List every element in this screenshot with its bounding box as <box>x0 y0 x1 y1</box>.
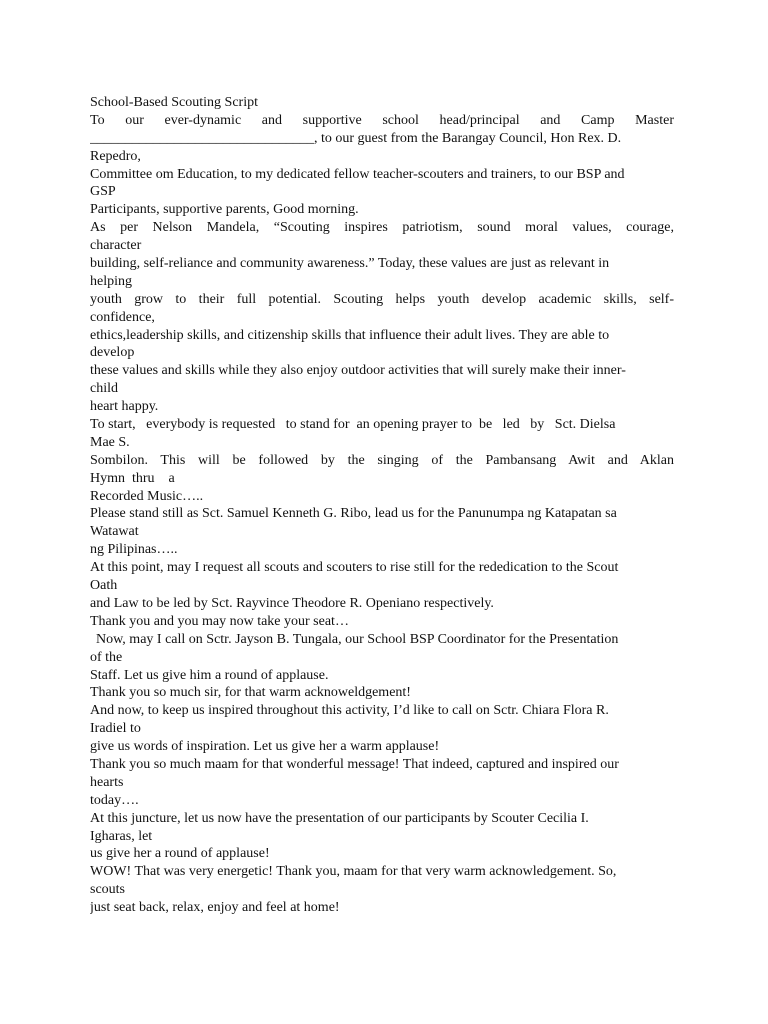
text-line: confidence, <box>90 309 155 325</box>
text-line: To start, everybody is requested to stand for an opening prayer to be led by Sct. Dielsa <box>90 417 616 433</box>
text-line: Sombilon. This will be followed by the singing of the Pambansang Awit and Aklan <box>90 452 674 468</box>
text-line: Participants, supportive parents, Good morning. <box>90 202 359 218</box>
text-line: helping <box>90 273 132 289</box>
text-line: Watawat <box>90 524 139 540</box>
text-line: building, self-reliance and community awareness.” Today, these values are just as relevant in <box>90 256 610 272</box>
document-body <box>90 112 674 917</box>
text-line: At this point, may I request all scouts and scouters to rise still for the rededication to the Scout <box>90 560 619 576</box>
text-line: of the <box>90 649 123 665</box>
text-line: these values and skills while they also enjoy outdoor activities that will surely make their inner- <box>90 363 626 379</box>
text-line: us give her a round of applause! <box>90 846 270 862</box>
text-line: Mae S. <box>90 434 130 450</box>
text-line: Repedro, <box>90 148 141 164</box>
text-line: character <box>90 238 142 254</box>
text-line: WOW! That was very energetic! Thank you, maam for that very warm acknowledgement. So, <box>90 864 617 880</box>
document-page <box>90 94 674 917</box>
text-line: Igharas, let <box>90 828 153 844</box>
text-line: scouts <box>90 882 125 898</box>
text-line: Now, may I call on Sctr. Jayson B. Tungala, our School BSP Coordinator for the Presentation <box>96 631 619 647</box>
text-line: Committee om Education, to my dedicated fellow teacher-scouters and trainers, to our BSP and <box>90 166 625 182</box>
text-line: give us words of inspiration. Let us give her a warm applause! <box>90 739 440 755</box>
text-line: just seat back, relax, enjoy and feel at home! <box>90 900 340 916</box>
text-line: Oath <box>90 578 118 594</box>
text-line: Thank you so much maam for that wonderful message! That indeed, captured and inspired our <box>90 756 619 772</box>
text-line: ng Pilipinas….. <box>90 542 178 558</box>
text-line: Iradiel to <box>90 721 141 737</box>
text-line: Hymn thru a <box>90 470 175 486</box>
text-line: today…. <box>90 792 139 808</box>
document-title: School-Based Scouting Script <box>90 95 258 110</box>
text-line: ethics,leadership skills, and citizenship skills that influence their adult lives. They are able to <box>90 327 610 343</box>
text-line: To our ever-dynamic and supportive school head/principal and Camp Master <box>90 112 674 128</box>
text-line: Staff. Let us give him a round of applause. <box>90 667 329 683</box>
text-line: child <box>90 381 118 397</box>
text-line: And now, to keep us inspired throughout this activity, I’d like to call on Sctr. Chiara Flora R. <box>90 703 609 719</box>
text-line: develop <box>90 345 135 361</box>
text-line: ________________________________, to our guest from the Barangay Council, Hon Rex. D. <box>90 130 622 146</box>
text-line: youth grow to their full potential. Scouting helps youth develop academic skills, self- <box>90 291 674 307</box>
text-line: heart happy. <box>90 399 159 415</box>
text-line: GSP <box>90 184 116 200</box>
text-line: At this juncture, let us now have the presentation of our participants by Scouter Cecilia I. <box>90 810 589 826</box>
text-line: hearts <box>90 774 124 790</box>
text-line: Recorded Music….. <box>90 488 204 504</box>
text-line: As per Nelson Mandela, “Scouting inspires patriotism, sound moral values, courage, <box>90 220 674 236</box>
text-line: Thank you and you may now take your seat… <box>90 613 349 629</box>
text-line: Please stand still as Sct. Samuel Kenneth G. Ribo, lead us for the Panunumpa ng Katapatan sa <box>90 506 617 522</box>
text-line: Thank you so much sir, for that warm acknoweldgement! <box>90 685 411 701</box>
text-line: and Law to be led by Sct. Rayvince Theodore R. Openiano respectively. <box>90 595 494 611</box>
